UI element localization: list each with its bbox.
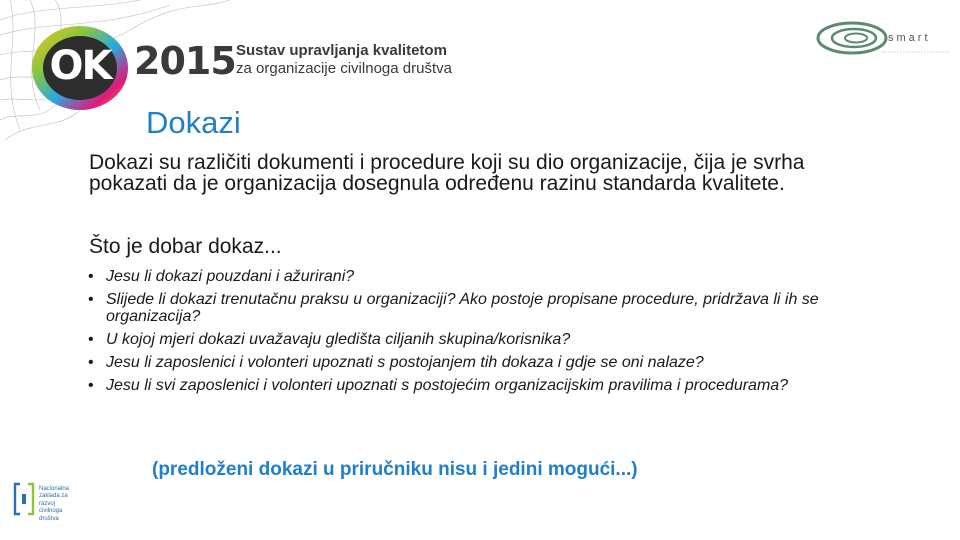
bullet-icon: • [88, 354, 94, 371]
list-item-text: Jesu li svi zaposlenici i volonteri upoznati s postojećim organizacijskim pravilima i procedurama? [106, 377, 789, 394]
bullet-icon: • [88, 331, 94, 348]
list-item-text: Jesu li dokazi pouzdani i ažurirani? [106, 268, 355, 285]
question-heading: Što je dobar dokaz... [89, 235, 282, 258]
foundation-name [39, 486, 99, 523]
bullet-icon: • [88, 291, 94, 308]
footnote: (predloženi dokazi u priručniku nisu i jedini mogući...) [152, 459, 638, 480]
bracket-logo-icon [12, 482, 36, 516]
smart-swirl-logo-icon [812, 18, 952, 62]
header-title-line1: Sustav upravljanja kvalitetom [236, 42, 447, 59]
foundation-line: razvoj [39, 500, 56, 507]
ok-logo-text: OK [49, 43, 111, 89]
criteria-list [88, 268, 868, 400]
slide-title: Dokazi [146, 105, 241, 140]
foundation-line: civilnoga [39, 508, 63, 515]
list-item-text: Slijede li dokazi trenutačnu praksu u organizaciji? Ako postoje propisane procedure, pridržava li ih se organizacija? [106, 291, 819, 325]
foundation-line: Nacionalna [39, 486, 70, 492]
foundation-line: društva [39, 515, 59, 522]
foundation-line: zaklada za [39, 493, 68, 500]
list-item [88, 331, 868, 348]
list-item [88, 291, 868, 325]
list-item-text: Jesu li zaposlenici i volonteri upoznati s postojanjem tih dokaza i gdje se oni nalaze? [106, 354, 704, 371]
smart-logo-text: smart [888, 32, 931, 44]
header-year: 2015 [134, 39, 236, 83]
header-title-line2: za organizacije civilnoga društva [236, 60, 452, 77]
list-item [88, 377, 868, 394]
list-item [88, 354, 868, 371]
bullet-icon: • [88, 268, 94, 285]
list-item [88, 268, 868, 285]
list-item-text: U kojoj mjeri dokazi uvažavaju gledišta ciljanih skupina/korisnika? [106, 331, 571, 348]
intro-paragraph: Dokazi su različiti dokumenti i procedure koji su dio organizacije, čija je svrha pokazati da je organizacija dosegnula određenu razinu standarda kvalitete. [89, 151, 805, 195]
bullet-icon: • [88, 377, 94, 394]
